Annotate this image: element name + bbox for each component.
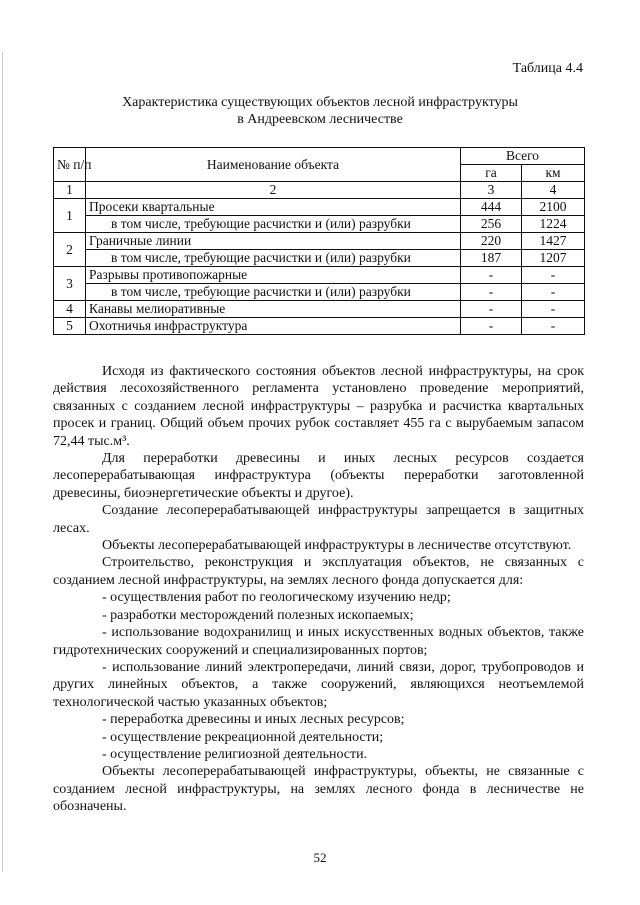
table-title xyxy=(0,94,640,128)
header-ha: га xyxy=(461,165,522,182)
colnum-2: 2 xyxy=(86,182,461,199)
row-num: 3 xyxy=(54,267,86,301)
row-ha: 220 xyxy=(461,233,522,250)
list-item: - осуществление религиозной деятельности. xyxy=(102,746,368,762)
colnum-3: 3 xyxy=(461,182,522,199)
row-num: 4 xyxy=(54,301,86,318)
list-item: - разработки месторождений полезных ископаемых; xyxy=(102,607,414,623)
paragraph: Объекты лесоперерабатывающей инфраструктуры в лесничестве отсутствуют. xyxy=(102,538,572,554)
list-item: - осуществление рекреационной деятельности; xyxy=(102,729,384,745)
row-name: Охотничья инфраструктура xyxy=(86,318,461,335)
column-number-row xyxy=(54,182,585,199)
row-ha: - xyxy=(461,267,522,284)
paragraph: Исходя из фактического состояния объектов лесной инфраструктуры, на срок действия лесохозяйственного регламента установлено проведение мероприятий, связанных с созданием лесной инфраструктуры – разрубка и расчистка квартальных просек и границ. Общий объем прочих рубок составляет 455 га с вырубаемым запасом 72,44 тыс.м³. xyxy=(53,364,584,449)
row-ha: 444 xyxy=(461,199,522,216)
table-title-line-2: в Андреевском лесничестве xyxy=(237,112,403,127)
row-km: - xyxy=(522,318,585,335)
row-km: - xyxy=(522,301,585,318)
row-name: Канавы мелиоративные xyxy=(86,301,461,318)
table-label: Таблица 4.4 xyxy=(512,61,583,76)
row-ha: - xyxy=(461,318,522,335)
subrow-ha: 187 xyxy=(461,250,522,267)
paragraph: Для переработки древесины и иных лесных ресурсов создается лесоперерабатывающая инфраструктура (объекты переработки заготовленной древесины, биоэнергетические объекты и другое). xyxy=(53,451,584,501)
subrow-ha: - xyxy=(461,284,522,301)
paragraph: Объекты лесоперерабатывающей инфраструктуры, объекты, не связанные с созданием лесной инфраструктуры, на землях лесного фонда в лесничестве не обозначены. xyxy=(53,764,584,815)
header-row xyxy=(54,148,585,165)
header-name: Наименование объекта xyxy=(86,148,461,182)
table-row xyxy=(54,267,585,284)
list-item: - переработка древесины и иных лесных ресурсов; xyxy=(102,712,405,728)
table-subrow xyxy=(54,216,585,233)
subrow-name: в том числе, требующие расчистки и (или) разрубки xyxy=(86,250,461,267)
subrow-ha: 256 xyxy=(461,216,522,233)
body-text xyxy=(53,363,584,816)
table-row xyxy=(54,199,585,216)
colnum-1: 1 xyxy=(54,182,86,199)
list-item: - использование водохранилищ и иных искусственных водных объектов, также гидротехнических сооружений и специализированных портов; xyxy=(53,625,584,658)
infrastructure-table xyxy=(53,147,585,335)
subrow-km: - xyxy=(522,284,585,301)
paragraph: Строительство, реконструкция и эксплуатация объектов, не связанных с созданием лесной инфраструктуры, на землях лесного фонда допускается для: xyxy=(53,555,584,588)
page-number: 52 xyxy=(313,850,327,865)
subrow-km: 1224 xyxy=(522,216,585,233)
row-num: 1 xyxy=(54,199,86,233)
table-title-line-1: Характеристика существующих объектов лесной инфраструктуры xyxy=(122,95,518,110)
subrow-km: 1207 xyxy=(522,250,585,267)
list-item: - использование линий электропередачи, линий связи, дорог, трубопроводов и других линейных объектов, а также сооружений, являющихся неотъемлемой технологической частью указанных объектов; xyxy=(53,659,584,710)
margin-rule xyxy=(2,52,3,872)
row-num: 5 xyxy=(54,318,86,335)
row-name: Разрывы противопожарные xyxy=(86,267,461,284)
list-item: - осуществления работ по геологическому изучению недр; xyxy=(102,590,451,606)
paragraph: Создание лесоперерабатывающей инфраструктуры запрещается в защитных лесах. xyxy=(53,503,584,536)
table-subrow xyxy=(54,284,585,301)
table-subrow xyxy=(54,250,585,267)
row-km: 2100 xyxy=(522,199,585,216)
table-row xyxy=(54,233,585,250)
row-km: 1427 xyxy=(522,233,585,250)
subrow-name: в том числе, требующие расчистки и (или) разрубки xyxy=(86,216,461,233)
table-row xyxy=(54,301,585,318)
row-ha: - xyxy=(461,301,522,318)
header-num: № п/п xyxy=(54,148,86,182)
header-total: Всего xyxy=(461,148,585,165)
row-name: Граничные линии xyxy=(86,233,461,250)
row-num: 2 xyxy=(54,233,86,267)
colnum-4: 4 xyxy=(522,182,585,199)
table-row xyxy=(54,318,585,335)
row-km: - xyxy=(522,267,585,284)
subrow-name: в том числе, требующие расчистки и (или) разрубки xyxy=(86,284,461,301)
header-km: км xyxy=(522,165,585,182)
row-name: Просеки квартальные xyxy=(86,199,461,216)
